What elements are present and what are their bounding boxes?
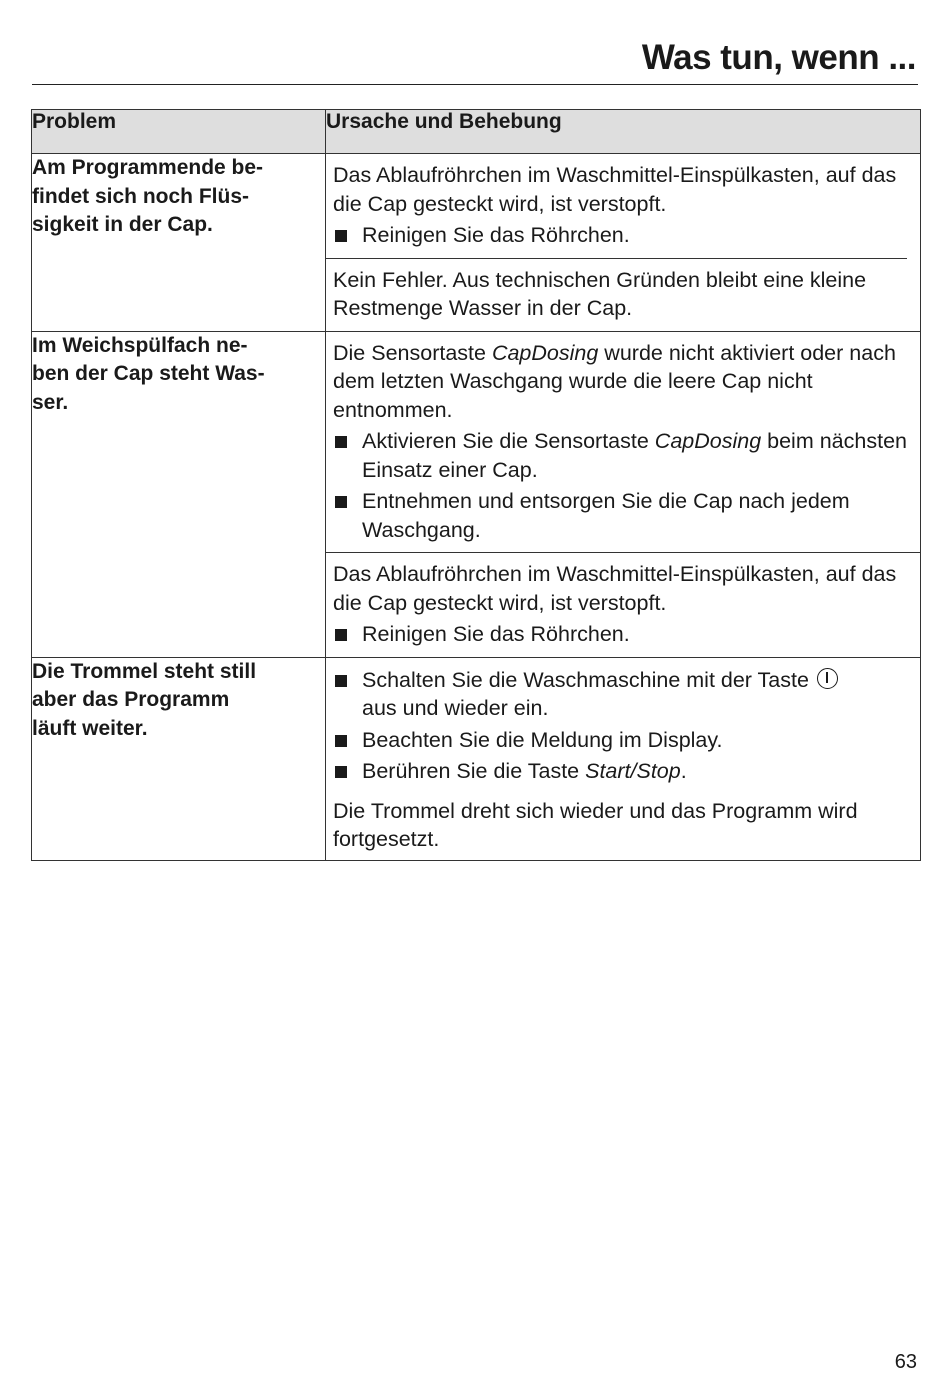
bullet-square-icon [335, 735, 347, 747]
cause-cell [326, 331, 921, 657]
problem-text: Die Trommel steht still aber das Programm läuft weiter. [32, 659, 257, 740]
column-header-cause: Ursache und Behebung [326, 110, 921, 154]
cause-block [326, 332, 920, 553]
problem-cell [32, 154, 326, 332]
table-row [32, 154, 921, 332]
remedy-item [333, 487, 912, 544]
remedy-item [333, 427, 912, 484]
capdosing-term: CapDosing [491, 340, 599, 365]
remedy-text [362, 757, 912, 786]
bullet-square-icon [335, 230, 347, 242]
remedy-text [362, 666, 912, 723]
remedy-text-pre: Aktivieren Sie die Sensortaste [362, 429, 655, 453]
remedy-item [333, 221, 912, 250]
page-title: Was tun, wenn ... [641, 38, 916, 77]
table-row [32, 331, 921, 657]
cause-block [326, 658, 920, 860]
cause-text-post: wurde nicht aktiviert oder nach dem letzten Waschgang wurde die leere Cap nicht entnommen. [333, 340, 896, 422]
remedy-text-pre: Schalten Sie die Waschmaschine mit der Taste [362, 667, 809, 692]
remedy-text-post: aus und wieder ein. [362, 696, 549, 720]
problem-text: Im Weichspülfach ne- ben der Cap steht Was- ser. [32, 333, 265, 414]
cause-text-pre: Die Sensortaste [333, 340, 492, 365]
cause-text [333, 339, 912, 425]
table-row [32, 657, 921, 860]
cause-text: Kein Fehler. Aus technischen Gründen bleibt eine kleine Restmenge Wasser in der Cap. [333, 267, 867, 320]
bullet-square-icon [335, 436, 347, 448]
troubleshooting-table [31, 109, 921, 861]
capdosing-term: CapDosing [654, 429, 762, 453]
cause-text: Das Ablaufröhrchen im Waschmittel-Einspülkasten, auf das die Cap gesteckt wird, ist verstopft. [333, 562, 897, 615]
cause-block [326, 154, 920, 258]
result-text: Die Trommel dreht sich wieder und das Programm wird fortgesetzt. [333, 798, 858, 851]
power-button-icon [817, 668, 838, 689]
remedy-text: Entnehmen und entsorgen Sie die Cap nach jedem Waschgang. [362, 489, 850, 542]
table-header-row [32, 110, 921, 154]
page-header [32, 34, 918, 85]
cause-cell [326, 154, 921, 332]
remedy-text-post: beim nächsten Einsatz einer Cap. [362, 429, 907, 482]
bullet-square-icon [335, 766, 347, 778]
cause-text: Das Ablaufröhrchen im Waschmittel-Einspülkasten, auf das die Cap gesteckt wird, ist verstopft. [333, 163, 897, 216]
remedy-item [333, 726, 912, 755]
remedy-text [362, 427, 912, 484]
problem-cell [32, 657, 326, 860]
problem-cell [32, 331, 326, 657]
remedy-item [333, 666, 912, 723]
column-header-problem: Problem [32, 110, 326, 154]
problem-text: Am Programmende be- findet sich noch Flüs- sigkeit in der Cap. [32, 156, 264, 236]
bullet-square-icon [335, 629, 347, 641]
remedy-item [333, 620, 912, 649]
remedy-text-pre: Berühren Sie die Taste [362, 759, 586, 783]
remedy-text: Reinigen Sie das Röhrchen. [362, 223, 630, 247]
remedy-text-post: . [680, 759, 687, 783]
cause-block [326, 552, 920, 657]
remedy-text: Beachten Sie die Meldung im Display. [362, 727, 723, 752]
cause-block [326, 258, 907, 331]
bullet-square-icon [335, 496, 347, 508]
remedy-item [333, 757, 912, 786]
bullet-square-icon [335, 675, 347, 687]
cause-cell [326, 657, 921, 860]
remedy-text: Reinigen Sie das Röhrchen. [362, 622, 630, 646]
page-number: 63 [894, 1351, 917, 1373]
start-stop-term: Start/Stop [585, 759, 681, 783]
